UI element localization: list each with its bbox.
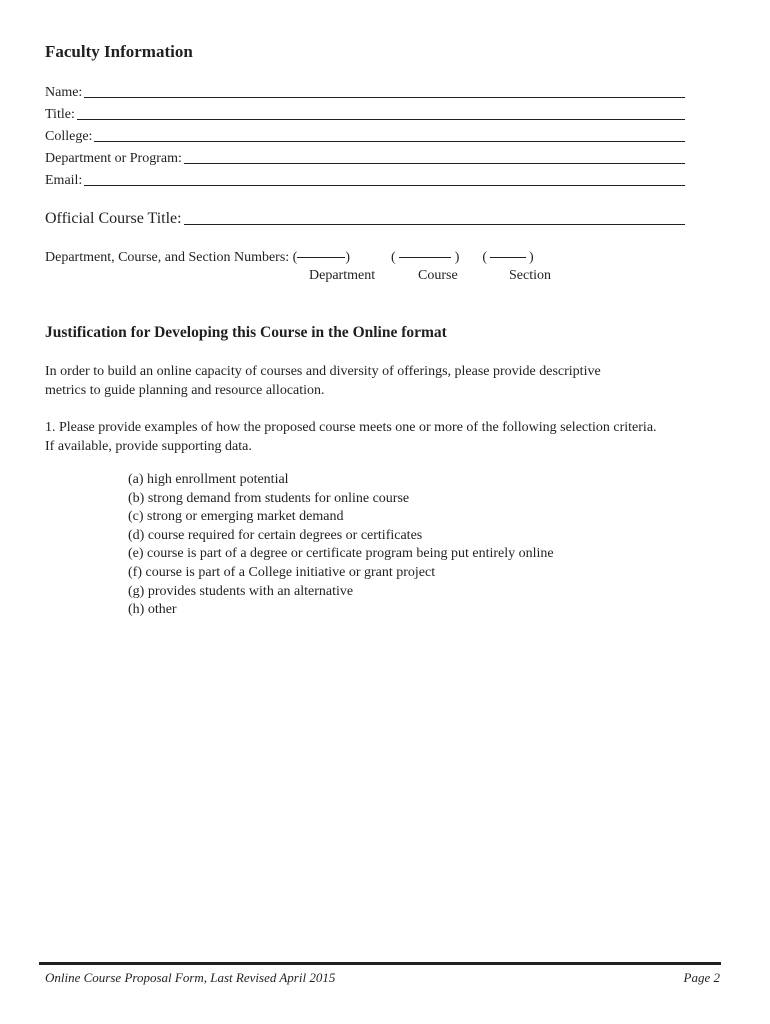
section-title: Faculty Information [45, 42, 193, 61]
question-line: If available, provide supporting data. [45, 438, 252, 454]
question-paragraph [45, 419, 745, 456]
course-title-field[interactable] [45, 210, 685, 228]
course-numbers-label: Department, Course, and Section Numbers: [45, 250, 290, 265]
title-input-line[interactable] [77, 119, 685, 120]
question-line: 1. Please provide examples of how the proposed course meets one or more of the following selection criteria. [45, 420, 657, 435]
department-sublabel: Department [309, 268, 376, 283]
department-number-blank[interactable] [297, 257, 345, 258]
criteria-item: (e) course is part of a degree or certificate program being put entirely online [128, 546, 554, 562]
section-number-blank[interactable] [490, 257, 526, 258]
department-label: Department or Program: [45, 151, 182, 166]
criteria-item: (h) other [128, 602, 177, 618]
course-number-blank[interactable] [399, 257, 451, 258]
name-label: Name: [45, 85, 83, 100]
section-open-paren: ( [482, 250, 488, 265]
criteria-item: (d) course required for certain degrees or certificates [128, 527, 423, 543]
email-input-line[interactable] [84, 185, 685, 186]
criteria-item: (b) strong demand from students for online course [128, 490, 410, 506]
title-field[interactable] [45, 107, 685, 123]
dept-open-paren: ( [292, 250, 298, 265]
course-sublabel: Course [418, 268, 458, 283]
criteria-item: (g) provides students with an alternative [128, 583, 354, 599]
footer-page-number: Page 2 [683, 970, 720, 985]
course-close-paren: ) [454, 250, 460, 265]
course-numbers-row [45, 250, 534, 266]
college-field[interactable] [45, 129, 685, 145]
intro-line: In order to build an online capacity of courses and diversity of offerings, please provide descriptive [45, 364, 601, 379]
email-field[interactable] [45, 173, 685, 189]
justification-heading: Justification for Developing this Course in the Online format [45, 324, 447, 341]
criteria-item: (a) high enrollment potential [128, 472, 289, 487]
college-input-line[interactable] [94, 141, 685, 142]
course-open-paren: ( [391, 250, 396, 265]
footer-rule [39, 962, 721, 965]
footer-form-title: Online Course Proposal Form, Last Revised April 2015 [45, 970, 336, 985]
dept-close-paren: ) [345, 250, 351, 265]
department-field[interactable] [45, 151, 685, 167]
criteria-item: (f) course is part of a College initiative or grant project [128, 564, 436, 580]
criteria-item: (c) strong or emerging market demand [128, 509, 344, 525]
intro-line: metrics to guide planning and resource allocation. [45, 382, 325, 398]
criteria-list [128, 471, 554, 620]
email-label: Email: [45, 173, 83, 188]
section-close-paren: ) [529, 250, 534, 265]
college-label: College: [45, 129, 93, 144]
name-input-line[interactable] [84, 97, 685, 98]
course-title-label: Official Course Title: [45, 210, 182, 227]
section-sublabel: Section [509, 268, 551, 283]
intro-paragraph [45, 363, 725, 400]
course-title-input-line[interactable] [184, 224, 685, 225]
title-label: Title: [45, 107, 75, 122]
name-field[interactable] [45, 85, 685, 101]
department-input-line[interactable] [184, 163, 685, 164]
